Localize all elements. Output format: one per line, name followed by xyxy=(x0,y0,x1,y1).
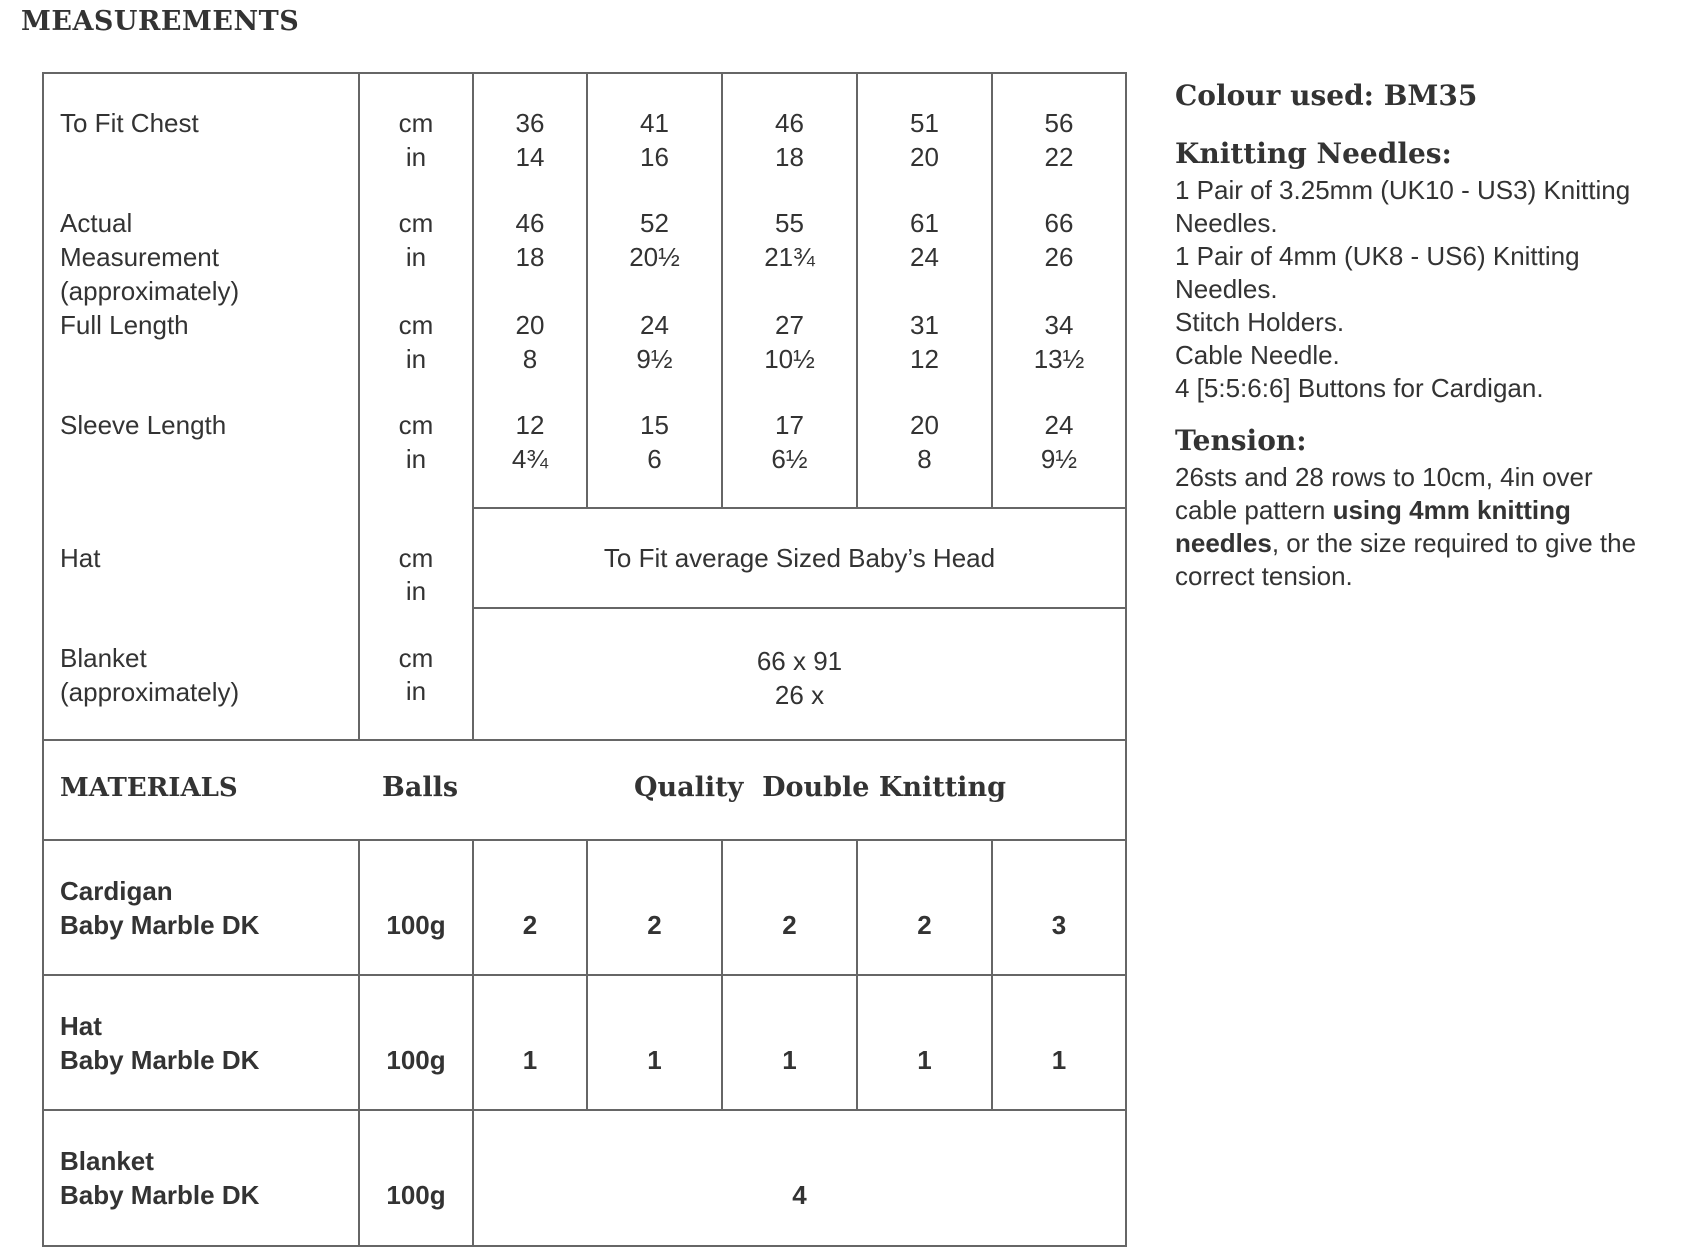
cell-value: 27 xyxy=(775,310,804,340)
material-label-cardigan: Cardigan Baby Marble DK xyxy=(60,876,260,940)
cell-value: 24 xyxy=(640,310,669,340)
cell-value: 20 xyxy=(910,142,939,172)
unit-in: in xyxy=(405,142,427,172)
material-label-hat: Hat Baby Marble DK xyxy=(60,1011,260,1075)
divider xyxy=(44,1109,1125,1111)
unit-cm: cm xyxy=(398,310,434,340)
ball-count: 2 xyxy=(782,910,797,940)
row-label-hat: Hat xyxy=(60,543,101,573)
needles-line: 4 [5:5:6:6] Buttons for Cardigan. xyxy=(1175,373,1544,403)
cell-value: 36 xyxy=(515,108,545,138)
cell-value: 66 xyxy=(1044,208,1074,238)
unit-cm: cm xyxy=(398,410,434,440)
unit-in: in xyxy=(405,676,427,706)
cell-value: 22 xyxy=(1044,142,1074,172)
ball-count: 1 xyxy=(647,1045,662,1075)
tension-line xyxy=(1175,494,1695,527)
balls-header: Balls xyxy=(382,772,459,803)
row-label-length: Full Length xyxy=(60,310,189,340)
ball-count: 1 xyxy=(1051,1045,1067,1075)
cell-value: 24 xyxy=(1044,410,1074,440)
unit-cm: cm xyxy=(398,208,434,238)
tension-heading: Tension: xyxy=(1175,424,1307,457)
needles-line: Needles. xyxy=(1175,208,1278,238)
row-label-chest: To Fit Chest xyxy=(60,108,199,138)
colour-used: Colour used: BM35 xyxy=(1175,79,1478,112)
cell-value: 55 xyxy=(775,208,804,238)
unit-cm: cm xyxy=(398,543,434,573)
cell-value: 6½ xyxy=(771,444,808,474)
cell-value: 4¾ xyxy=(511,444,549,474)
cell-value: 15 xyxy=(640,410,669,440)
ball-count: 1 xyxy=(917,1045,932,1075)
needles-line: 1 Pair of 4mm (UK8 - US6) Knitting xyxy=(1175,241,1580,271)
material-weight: 100g xyxy=(386,1180,446,1210)
cell-value: 6 xyxy=(647,444,662,474)
unit-in: in xyxy=(405,344,427,374)
cell-value: 41 xyxy=(640,108,669,138)
cell-value: 9½ xyxy=(1040,444,1078,474)
cell-value: 10½ xyxy=(764,344,815,374)
cell-value: 14 xyxy=(515,142,545,172)
unit-cm: cm xyxy=(398,643,434,673)
material-weight: 100g xyxy=(386,910,446,940)
page-heading: MEASUREMENTS xyxy=(21,6,300,37)
cell-value: 17 xyxy=(775,410,804,440)
cell-value: 46 xyxy=(515,208,545,238)
divider xyxy=(472,507,1125,509)
ball-count: 1 xyxy=(782,1045,797,1075)
row-label-blanket: Blanket (approximately) xyxy=(60,643,240,707)
cell-value: 24 xyxy=(910,242,939,272)
needles-line: Cable Needle. xyxy=(1175,340,1340,370)
cell-value: 21¾ xyxy=(764,242,815,272)
measurements-materials-table xyxy=(42,72,1127,1247)
material-label-blanket: Blanket Baby Marble DK xyxy=(60,1146,260,1210)
cell-value: 13½ xyxy=(1033,344,1085,374)
row-label-actual: Actual Measurement (approximately) xyxy=(60,208,240,306)
hat-size-value: To Fit average Sized Baby’s Head xyxy=(603,543,996,573)
materials-header: MATERIALS xyxy=(60,773,238,803)
tension-line xyxy=(1175,527,1695,560)
unit-in: in xyxy=(405,242,427,272)
divider xyxy=(44,739,1125,741)
cell-value: 20 xyxy=(515,310,545,340)
divider xyxy=(44,839,1125,841)
divider xyxy=(472,607,1125,609)
ball-count: 2 xyxy=(522,910,538,940)
cell-value: 61 xyxy=(910,208,939,238)
cell-value: 56 xyxy=(1044,108,1074,138)
tension-text: , or the size required to give the xyxy=(1271,528,1637,558)
tension-line: correct tension. xyxy=(1175,561,1353,591)
ball-count: 2 xyxy=(647,910,662,940)
needles-line: Stitch Holders. xyxy=(1175,307,1345,337)
quality-header: Quality Double Knitting xyxy=(634,772,1006,803)
side-panel xyxy=(1175,76,1695,593)
cell-value: 20½ xyxy=(629,242,680,272)
cell-value: 8 xyxy=(917,444,932,474)
unit-in: in xyxy=(405,576,427,606)
tension-emphasis: needles xyxy=(1175,528,1272,558)
cell-value: 12 xyxy=(910,344,939,374)
unit-in: in xyxy=(405,444,427,474)
tension-line: 26sts and 28 rows to 10cm, 4in over xyxy=(1175,462,1593,492)
cell-value: 46 xyxy=(775,108,804,138)
blanket-size-value: 66 x 91 26 x xyxy=(756,646,843,710)
row-label-sleeve: Sleeve Length xyxy=(60,410,227,440)
cell-value: 34 xyxy=(1044,310,1074,340)
ball-count: 1 xyxy=(522,1045,538,1075)
divider xyxy=(358,74,360,741)
needles-heading: Knitting Needles: xyxy=(1175,137,1452,170)
cell-value: 31 xyxy=(910,310,939,340)
tension-text: cable pattern xyxy=(1175,495,1333,525)
cell-value: 26 xyxy=(1044,242,1074,272)
cell-value: 51 xyxy=(910,108,939,138)
cell-value: 18 xyxy=(515,242,545,272)
needles-line: 1 Pair of 3.25mm (UK10 - US3) Knitting xyxy=(1175,175,1631,205)
unit-cm: cm xyxy=(398,108,434,138)
cell-value: 16 xyxy=(640,142,669,172)
cell-value: 8 xyxy=(522,344,538,374)
needles-line: Needles. xyxy=(1175,274,1278,304)
cell-value: 20 xyxy=(910,410,939,440)
cell-value: 9½ xyxy=(636,344,673,374)
cell-value: 12 xyxy=(515,410,545,440)
cell-value: 18 xyxy=(775,142,804,172)
ball-count: 2 xyxy=(917,910,932,940)
material-weight: 100g xyxy=(386,1045,446,1075)
ball-count: 3 xyxy=(1051,910,1067,940)
cell-value: 52 xyxy=(640,208,669,238)
tension-emphasis: using 4mm knitting xyxy=(1332,495,1571,525)
ball-count: 4 xyxy=(792,1180,807,1210)
divider xyxy=(44,974,1125,976)
